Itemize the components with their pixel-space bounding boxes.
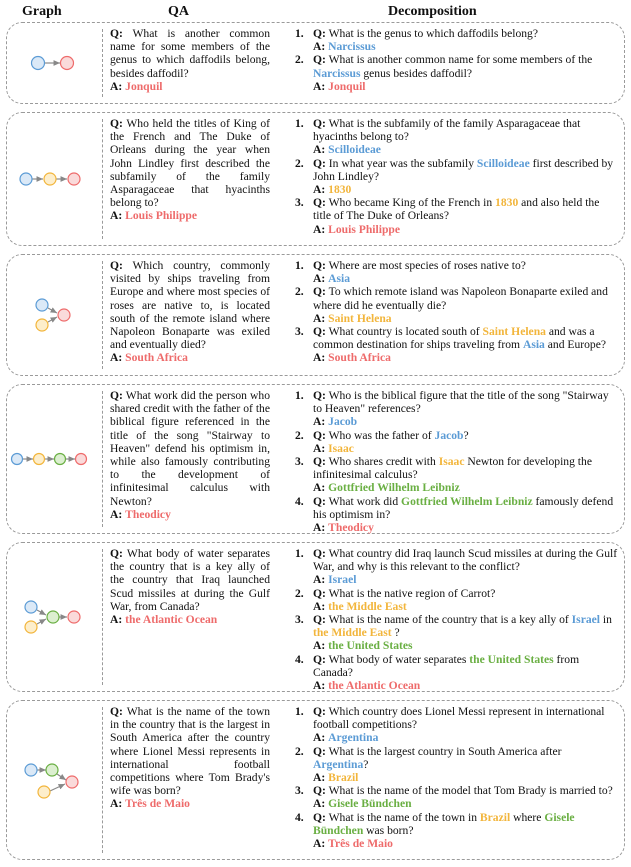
qa-question: Who held the titles of King of the French and The Duke of Orleans during the year when John Lindley first described the subfamily of the family Asparagaceae that hyacinths belong to? xyxy=(110,117,270,210)
qa-answer: South Africa xyxy=(125,351,188,365)
node-red xyxy=(66,776,78,788)
node-red xyxy=(58,309,70,321)
decomposition-block-3 xyxy=(295,259,619,365)
example-card-5 xyxy=(6,542,625,692)
decomposition-block-5 xyxy=(295,547,619,692)
qa-block-5: Q: What body of water separates the country that is a key ally of the country that Iraq launched Scud missiles at during the Gulf War, from Canada? A: the Atlantic Ocean xyxy=(110,547,270,627)
node-yellow xyxy=(44,173,56,185)
graph-diagram-6 xyxy=(7,701,102,859)
graph-diagram-3 xyxy=(7,255,102,375)
example-card-6 xyxy=(6,700,625,860)
graph-diagram-5 xyxy=(7,543,102,691)
qa-block-6: Q: What is the name of the town in the country that is the largest in South America after the country where Lionel Messi represents in international football competitions where Tom Brady's wife was born? A: Três de Maio xyxy=(110,705,270,811)
qa-answer: Jonquil xyxy=(125,79,163,93)
decomposition-step: 2. Q: What is another common name for some members of the Narcissus genus besides daffodil? A: Jonquil xyxy=(295,53,593,93)
node-yellow xyxy=(36,319,48,331)
node-yellow xyxy=(25,621,37,633)
example-card-2 xyxy=(6,112,625,246)
decomposition-step: 4. Q: What work did Gottfried Wilhelm Leibniz famously defend his optimism in? A: Theodicy xyxy=(295,494,614,535)
node-red xyxy=(60,57,73,70)
decomposition-step: 1. Q: What is the genus to which daffodils belong? A: Narcissus xyxy=(295,27,538,54)
qa-question: What is the name of the town in the country that is the largest in South America after the country where Lionel Messi represents in international football competitions where Tom Brady's wife was born? xyxy=(110,705,270,798)
example-card-3 xyxy=(6,254,625,376)
decomposition-step: 4. Q: What body of water separates the United States from Canada? A: the Atlantic Ocean xyxy=(295,652,580,693)
node-yellow xyxy=(38,786,50,798)
decomposition-step: 1. Q: What country did Iraq launch Scud missiles at during the Gulf War, and why is this relevant to the conflict? A: Israel xyxy=(295,547,618,587)
node-blue xyxy=(20,173,32,185)
qa-answer: the Atlantic Ocean xyxy=(125,613,218,627)
qa-block-4: Q: What work did the person who shared credit with the father of the biblical figure referenced in the title of the song "Stairway to Heaven" defend his optimism in, while also famously contributing to the development of infinitesimal calculus with Newton? A: Theodicy xyxy=(110,389,270,521)
decomposition-step: 3. Q: What is the name of the model that Tom Brady is married to? A: Gisele Bündchen xyxy=(295,784,613,811)
column-divider xyxy=(102,119,103,239)
decomposition-block-2 xyxy=(295,117,619,236)
decomposition-step: 3. Q: Who became King of the French in 1830 and also held the title of The Duke of Orleans? A: Louis Philippe xyxy=(295,196,600,236)
header-graph: Graph xyxy=(22,4,62,19)
qa-question: What is another common name for some members of the genus to which daffodils belong, besides daffodil? xyxy=(110,27,270,80)
decomposition-step: 3. Q: Who shares credit with Isaac Newton for developing the infinitesimal calculus? A: Gottfried Wilhelm Leibniz xyxy=(295,455,592,495)
node-blue xyxy=(36,299,48,311)
node-blue xyxy=(11,454,22,465)
decomposition-step: 4. Q: What is the name of the town in Brazil where Gisele Bündchen was born? A: Três de Maio xyxy=(295,810,575,851)
decomposition-block-6 xyxy=(295,705,619,850)
column-divider xyxy=(102,549,103,685)
graph-diagram-2 xyxy=(7,113,102,245)
node-green xyxy=(46,764,58,776)
qa-block-2: Q: Who held the titles of King of the French and The Duke of Orleans during the year when John Lindley first described the subfamily of the family Asparagaceae that hyacinths belong to? A: Louis Philippe xyxy=(110,117,270,223)
decomposition-step: 1. Q: Who is the biblical figure that the title of the song "Stairway to Heaven" references? A: Jacob xyxy=(295,389,609,429)
header-qa: QA xyxy=(168,4,189,19)
node-yellow xyxy=(33,454,44,465)
column-divider xyxy=(102,707,103,853)
header-decomposition: Decomposition xyxy=(388,4,477,19)
node-green xyxy=(47,611,59,623)
qa-answer: Louis Philippe xyxy=(125,209,197,223)
qa-answer: Três de Maio xyxy=(125,797,190,811)
decomposition-block-1 xyxy=(295,27,619,93)
example-card-4 xyxy=(6,384,625,534)
decomposition-step: 2. Q: What is the native region of Carrot? A: the Middle East xyxy=(295,586,496,613)
qa-question: What body of water separates the country that is a key ally of the country that Iraq launched Scud missiles at during the Gulf War, from Canada? xyxy=(110,547,270,613)
decomposition-step: 2. Q: To which remote island was Napoleon Bonaparte exiled and where did he eventually die? A: Saint Helena xyxy=(295,285,608,325)
decomposition-step: 2. Q: In what year was the subfamily Scilloideae first described by John Lindley? A: 1830 xyxy=(295,156,614,197)
decomposition-step: 2. Q: What is the largest country in South America after Argentina? A: Brazil xyxy=(295,744,562,785)
decomposition-step: 3. Q: What is the name of the country that is a key ally of Israel in the Middle East ? A: the United States xyxy=(295,613,612,653)
decomposition-step: 3. Q: What country is located south of Saint Helena and was a common destination for ships traveling from Asia and Europe? A: South Africa xyxy=(295,325,607,365)
example-card-1 xyxy=(6,22,625,104)
qa-answer: Theodicy xyxy=(125,507,171,521)
column-divider xyxy=(102,261,103,369)
node-red xyxy=(68,173,80,185)
qa-block-3: Q: Which country, commonly visited by ships traveling from Europe and where most species of roses are native to, is located south of the remote island where Napoleon Bonaparte was exiled and eventually died? A: South Africa xyxy=(110,259,270,365)
qa-question: Which country, commonly visited by ships traveling from Europe and where most species of roses are native to, is located south of the remote island where Napoleon Bonaparte was exiled and eventually died? xyxy=(110,259,270,352)
node-blue xyxy=(31,57,44,70)
decomposition-step: 1. Q: What is the subfamily of the family Asparagaceae that hyacinths belong to? A: Scilloideae xyxy=(295,117,581,157)
node-red xyxy=(75,454,86,465)
node-red xyxy=(68,611,80,623)
qa-question: What work did the person who shared credit with the father of the biblical figure referenced in the title of the song "Stairway to Heaven" defend his optimism in, while also famously contributing to the development of infinitesimal calculus with Newton? xyxy=(110,389,270,508)
decomposition-step: 2. Q: Who was the father of Jacob? A: Isaac xyxy=(295,428,469,455)
node-blue xyxy=(25,601,37,613)
node-blue xyxy=(25,764,37,776)
decomposition-step: 1. Q: Where are most species of roses native to? A: Asia xyxy=(295,259,526,286)
column-divider xyxy=(102,391,103,527)
decomposition-block-4 xyxy=(295,389,619,534)
node-green xyxy=(54,454,65,465)
decomposition-step: 1. Q: Which country does Lionel Messi represent in international football competitions? A: Argentina xyxy=(295,705,605,745)
graph-diagram-1 xyxy=(7,23,102,103)
graph-diagram-4 xyxy=(7,385,102,533)
column-divider xyxy=(102,29,103,97)
qa-block-1: Q: What is another common name for some members of the genus to which daffodils belong, besides daffodil? A: Jonquil xyxy=(110,27,270,93)
